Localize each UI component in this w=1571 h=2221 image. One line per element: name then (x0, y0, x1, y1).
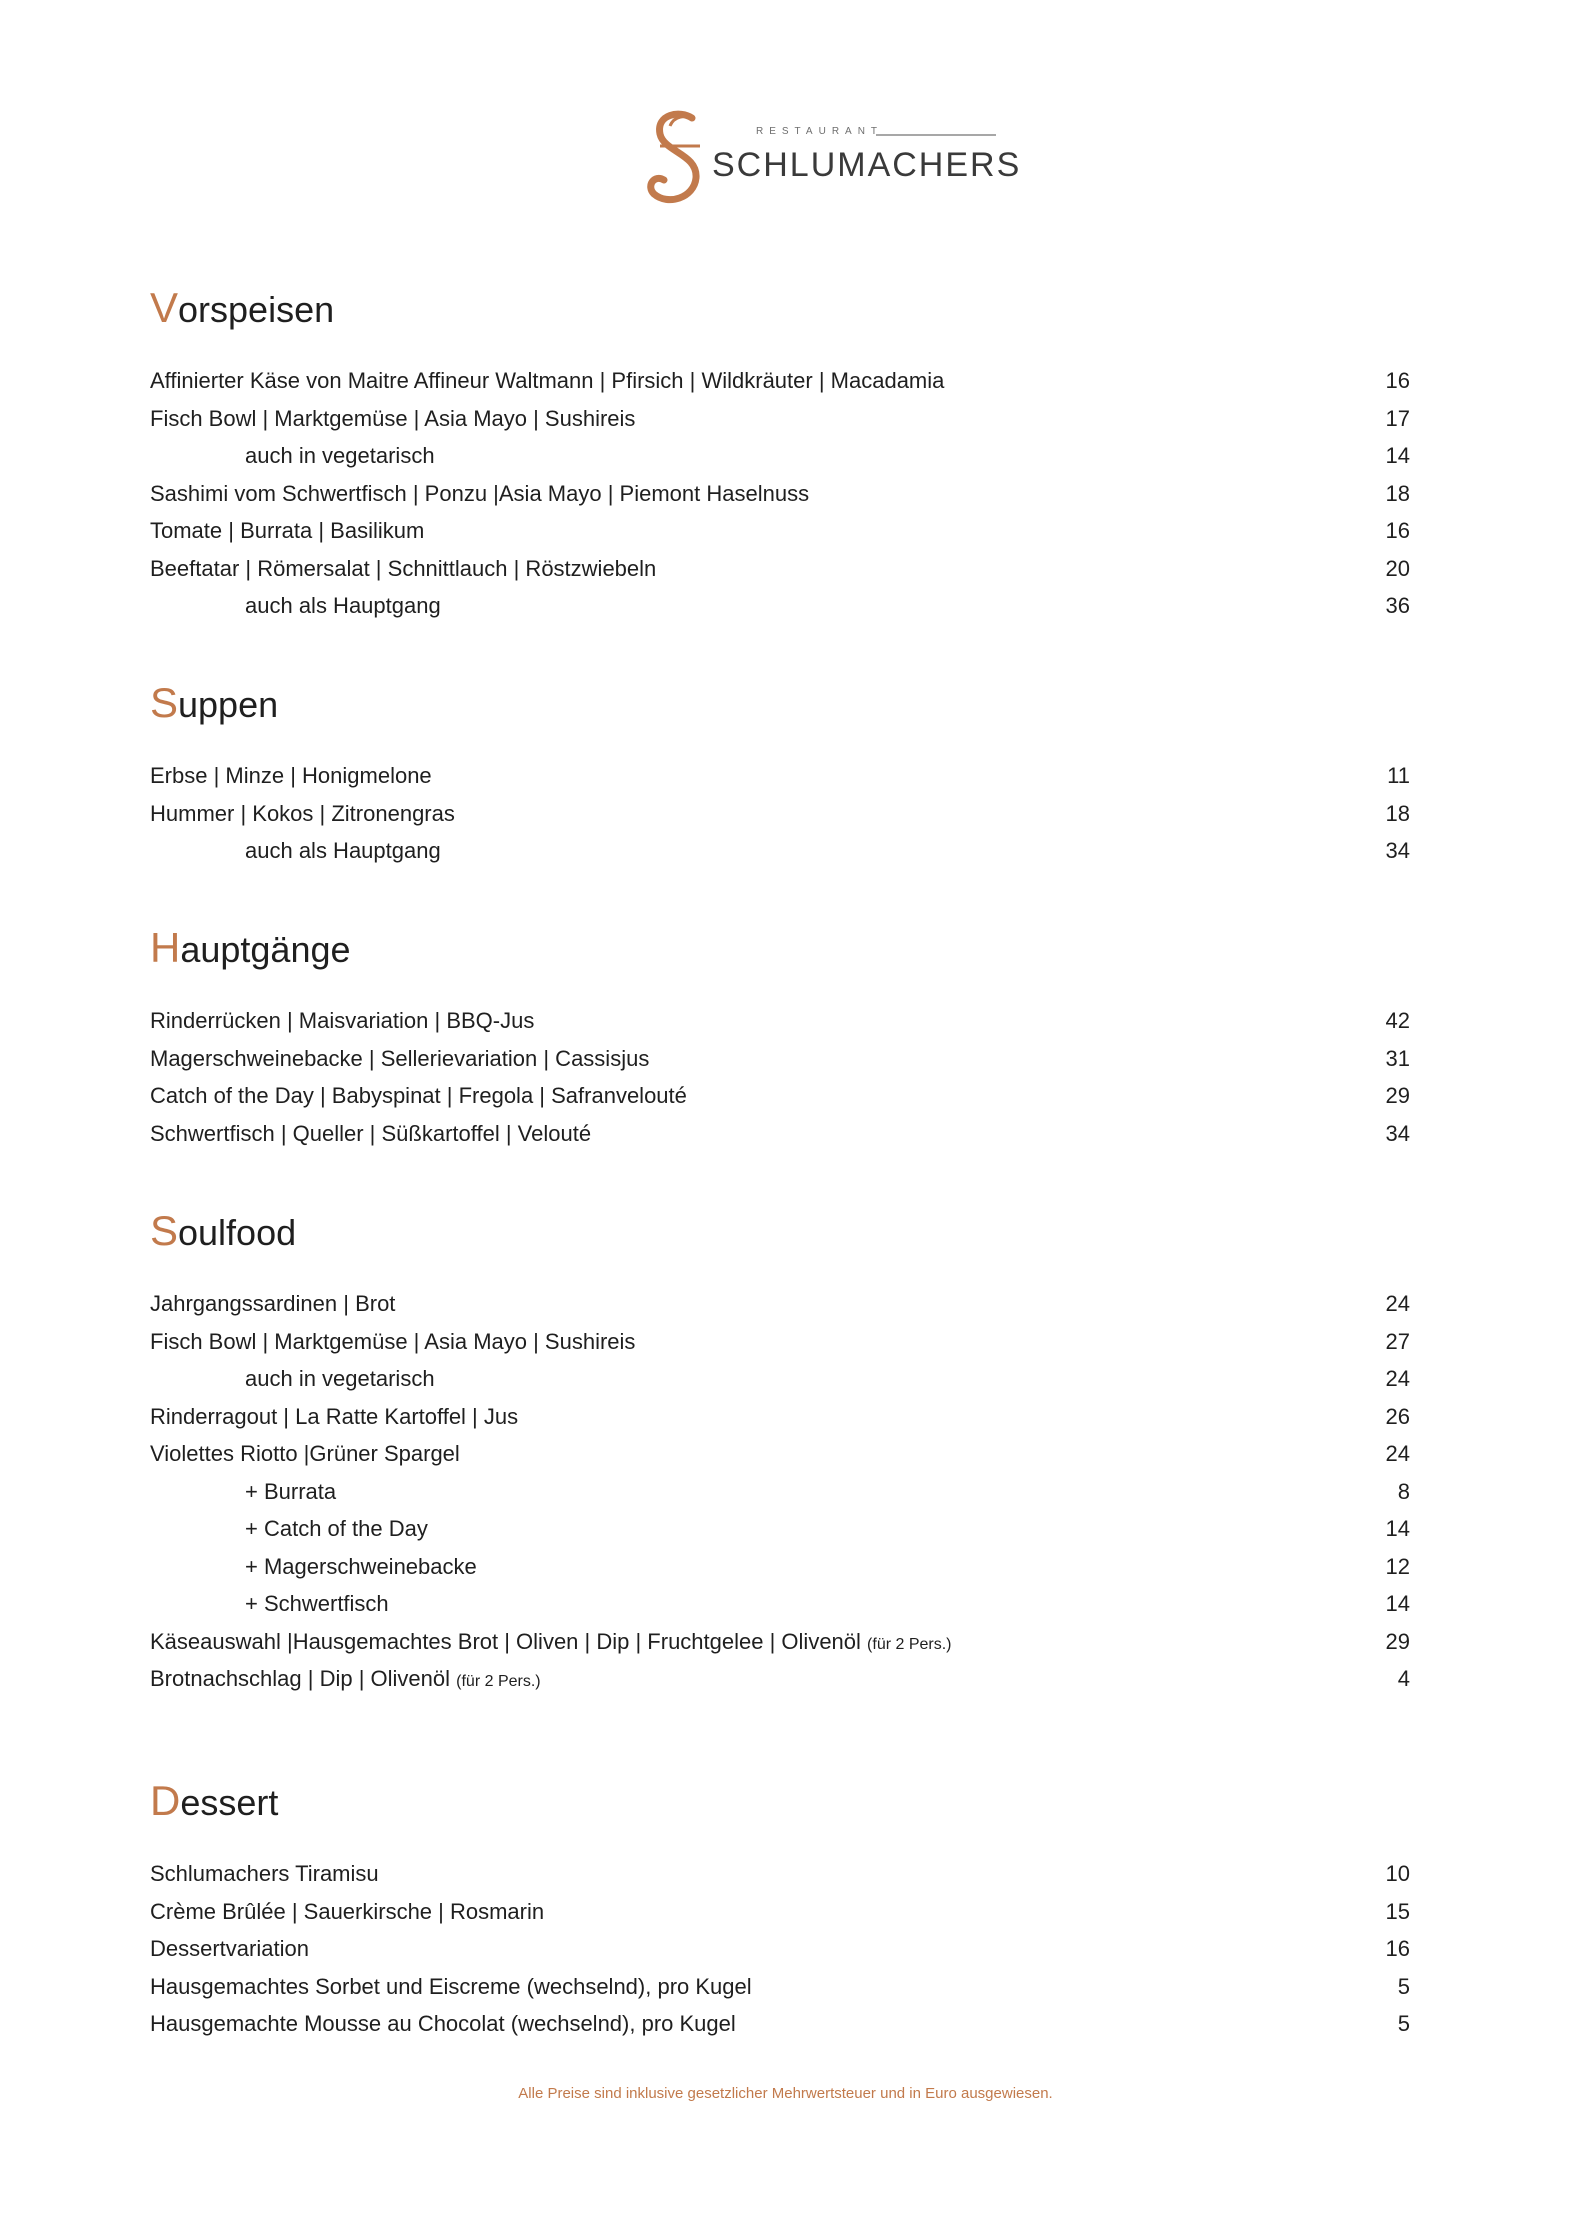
menu-item: Hausgemachtes Sorbet und Eiscreme (wechselnd), pro Kugel 5 (150, 1973, 1410, 1999)
section-title: Soulfood (150, 1207, 297, 1254)
menu-item-addon: + Schwertfisch 14 (245, 1591, 1410, 1616)
menu-item-addon: + Catch of the Day 14 (245, 1516, 1410, 1541)
menu-item: Violettes Riotto |Grüner Spargel 24 (150, 1441, 1410, 1466)
menu-item: Sashimi vom Schwertfisch | Ponzu |Asia Mayo | Piemont Haselnuss 18 (150, 480, 1410, 506)
menu-item: Erbse | Minze | Honigmelone 11 (150, 763, 1410, 788)
logo-line (876, 133, 996, 137)
section-title: Dessert (150, 1777, 279, 1824)
menu-item: Rinderrücken | Maisvariation | BBQ-Jus 42 (150, 1008, 1410, 1033)
menu-item-variant: auch als Hauptgang 36 (245, 593, 1410, 618)
menu-item: Hausgemachte Mousse au Chocolat (wechselnd), pro Kugel 5 (150, 2011, 1410, 2036)
menu-item: Catch of the Day | Babyspinat | Fregola | Safranvelouté 29 (150, 1083, 1410, 1108)
menu-item: Fisch Bowl | Marktgemüse | Asia Mayo | Sushireis 17 (150, 405, 1410, 431)
logo-restaurant-label: RESTAURANT (756, 126, 884, 137)
logo-s-emblem (640, 106, 720, 226)
menu-item: Beeftatar | Römersalat | Schnittlauch | Röstzwiebeln 20 (150, 555, 1410, 581)
menu-item-variant: auch als Hauptgang 34 (245, 838, 1410, 863)
section-title: Vorspeisen (150, 284, 335, 331)
menu-item: Brotnachschlag | Dip | Olivenöl (für 2 Pers.) 4 (150, 1666, 1410, 1691)
item-note: (für 2 Pers.) (867, 1635, 952, 1653)
section-hauptgaenge (150, 918, 1410, 1152)
section-dessert (150, 1771, 1410, 2043)
menu-item: Dessertvariation 16 (150, 1936, 1410, 1961)
menu-item: Crème Brûlée | Sauerkirsche | Rosmarin 15 (150, 1898, 1410, 1924)
menu-item: Tomate | Burrata | Basilikum 16 (150, 518, 1410, 543)
menu-item: Schlumachers Tiramisu 10 (150, 1861, 1410, 1886)
menu-item-addon: + Magerschweinebacke 12 (245, 1553, 1410, 1579)
section-vorspeisen (150, 278, 1410, 625)
section-title: Suppen (150, 679, 279, 726)
price-footnote: Alle Preise sind inklusive gesetzlicher Mehrwertsteuer und in Euro ausgewiesen. (518, 2085, 1053, 2102)
menu-item: Fisch Bowl | Marktgemüse | Asia Mayo | Sushireis 27 (150, 1328, 1410, 1354)
menu-item: Magerschweinebacke | Sellerievariation | Cassisjus 31 (150, 1045, 1410, 1071)
menu-item-variant: auch in vegetarisch 14 (245, 443, 1410, 468)
menu-item: Jahrgangssardinen | Brot 24 (150, 1291, 1410, 1316)
menu-item: Hummer | Kokos | Zitronengras 18 (150, 800, 1410, 826)
menu-item: Affinierter Käse von Maitre Affineur Waltmann | Pfirsich | Wildkräuter | Macadamia 16 (150, 368, 1410, 393)
menu-item-variant: auch in vegetarisch 24 (245, 1366, 1410, 1391)
menu-item-addon: + Burrata 8 (245, 1478, 1410, 1504)
menu-item: Käseauswahl |Hausgemachtes Brot | Oliven | Dip | Fruchtgelee | Olivenöl (für 2 Pers.) 29 (150, 1628, 1410, 1654)
menu-item: Rinderragout | La Ratte Kartoffel | Jus 26 (150, 1403, 1410, 1429)
item-note: (für 2 Pers.) (456, 1673, 541, 1690)
section-suppen (150, 673, 1410, 870)
logo-name: SCHLUMACHERS (712, 146, 1022, 184)
section-soulfood (150, 1201, 1410, 1698)
section-title: Hauptgänge (150, 924, 351, 971)
restaurant-logo (640, 106, 1022, 226)
menu-item: Schwertfisch | Queller | Süßkartoffel | Velouté 34 (150, 1120, 1410, 1146)
